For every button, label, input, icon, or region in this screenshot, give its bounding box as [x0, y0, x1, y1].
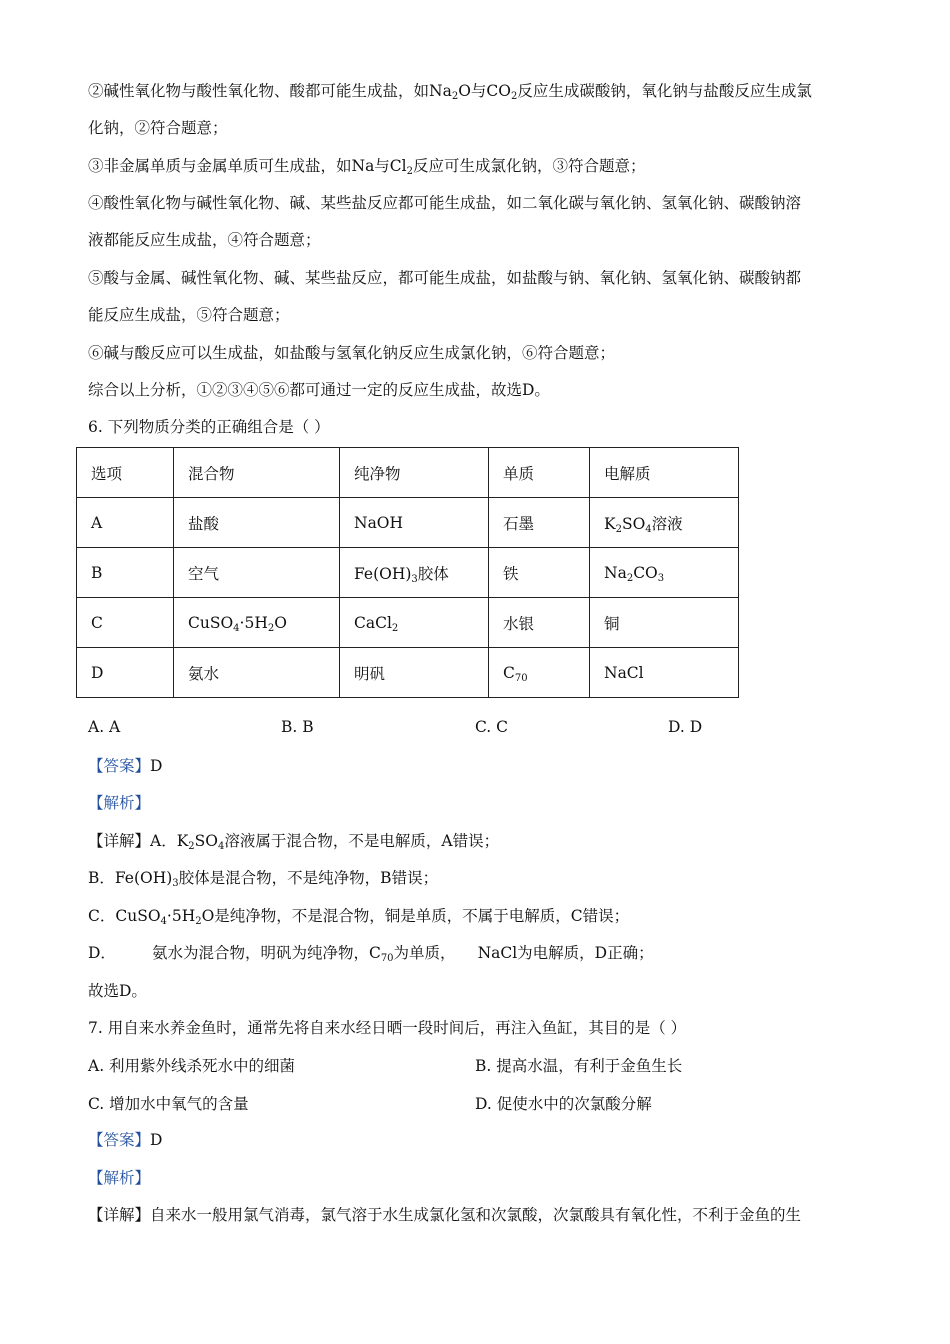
- table-cell: 石墨: [489, 498, 590, 548]
- choice-b: B. B: [281, 718, 314, 736]
- table-row: [77, 648, 739, 698]
- table-cell: 盐酸: [174, 498, 340, 548]
- choice-b: B. 提高水温，有利于金鱼生长: [475, 1057, 683, 1075]
- choice-a: A. A: [88, 718, 121, 736]
- detail-line: D． 氨水为混合物，明矾为纯净物，$C_{70}$为单质， NaCl为电解质，D正确；: [88, 944, 654, 964]
- table-cell: NaOH: [340, 498, 489, 548]
- classification-table: [76, 447, 739, 698]
- detail-line: 故选D。: [88, 982, 147, 1000]
- table-cell: 空气: [174, 548, 340, 598]
- table-cell: 氨水: [174, 648, 340, 698]
- table-cell: $Fe(OH)_3$胶体: [340, 548, 489, 598]
- table-cell: NaCl: [590, 648, 739, 698]
- table-header-cell: 纯净物: [340, 448, 489, 498]
- table-cell: CaCl$_2$: [340, 598, 489, 648]
- table-cell: 水银: [489, 598, 590, 648]
- analysis-heading: 【解析】: [88, 794, 151, 812]
- answer-line: 【答案】D: [88, 1131, 163, 1149]
- choice-d: D. 促使水中的次氯酸分解: [475, 1095, 652, 1113]
- table-cell: C: [77, 598, 174, 648]
- table-header-cell: 选项: [77, 448, 174, 498]
- table-cell: 铜: [590, 598, 739, 648]
- table-header-cell: 电解质: [590, 448, 739, 498]
- table-cell: A: [77, 498, 174, 548]
- table-cell: $CuSO_4\cdot 5H_2O$: [174, 598, 340, 648]
- table-cell: 明矾: [340, 648, 489, 698]
- table-row: [77, 548, 739, 598]
- table-header-row: [77, 448, 739, 498]
- table-cell: 铁: [489, 548, 590, 598]
- text-line: 化钠，②符合题意；: [88, 119, 228, 137]
- table-header-cell: 混合物: [174, 448, 340, 498]
- choice-c: C. 增加水中氧气的含量: [88, 1095, 249, 1113]
- text-line: 液都能反应生成盐，④符合题意；: [88, 231, 321, 249]
- detail-line: B．$Fe(OH)_3$胶体是混合物，不是纯净物，B错误；: [88, 869, 439, 889]
- question-6-stem: 6. 下列物质分类的正确组合是（ ）: [88, 418, 330, 436]
- table-cell: B: [77, 548, 174, 598]
- question-7-stem: 7. 用自来水养金鱼时，通常先将自来水经日晒一段时间后，再注入鱼缸，其目的是（ ）: [88, 1019, 687, 1037]
- table-row: [77, 598, 739, 648]
- detail-line: 【详解】自来水一般用氯气消毒，氯气溶于水生成氯化氢和次氯酸，次氯酸具有氧化性，不利于金鱼的生: [88, 1206, 802, 1224]
- text-line: ⑤酸与金属、碱性氧化物、碱、某些盐反应，都可能生成盐，如盐酸与钠、氧化钠、氢氧化钠、碳酸钠都: [88, 269, 802, 287]
- table-cell: $K_2SO_4$溶液: [590, 498, 739, 548]
- text-line: ③非金属单质与金属单质可生成盐，如Na与$Cl_2$反应可生成氯化钠，③符合题意；: [88, 157, 646, 177]
- detail-line: 【详解】A．$K_2SO_4$溶液属于混合物，不是电解质，A错误；: [88, 832, 500, 852]
- analysis-heading: 【解析】: [88, 1169, 151, 1187]
- table-cell: $C_{70}$: [489, 648, 590, 698]
- table-cell: D: [77, 648, 174, 698]
- table-cell: $Na_2CO_3$: [590, 548, 739, 598]
- choice-d: D. D: [668, 718, 703, 736]
- answer-line: 【答案】D: [88, 757, 163, 775]
- text-line: ②碱性氧化物与酸性氧化物、酸都可能生成盐，如$Na_2O$与$CO_2$反应生成碳酸钠，氧化钠与盐酸反应生成氯: [88, 82, 812, 102]
- text-line: 综合以上分析，①②③④⑤⑥都可通过一定的反应生成盐，故选D。: [88, 381, 550, 399]
- table-header-cell: 单质: [489, 448, 590, 498]
- detail-line: C．$CuSO_4\cdot 5H_2O$是纯净物，不是混合物，铜是单质，不属于电解质，C错误；: [88, 907, 630, 927]
- choice-a: A. 利用紫外线杀死水中的细菌: [88, 1057, 296, 1075]
- text-line: ⑥碱与酸反应可以生成盐，如盐酸与氢氧化钠反应生成氯化钠，⑥符合题意；: [88, 344, 616, 362]
- text-line: ④酸性氧化物与碱性氧化物、碱、某些盐反应都可能生成盐，如二氧化碳与氧化钠、氢氧化钠、碳酸钠溶: [88, 194, 802, 212]
- text-line: 能反应生成盐，⑤符合题意；: [88, 306, 290, 324]
- choice-c: C. C: [475, 718, 509, 736]
- table-row: [77, 498, 739, 548]
